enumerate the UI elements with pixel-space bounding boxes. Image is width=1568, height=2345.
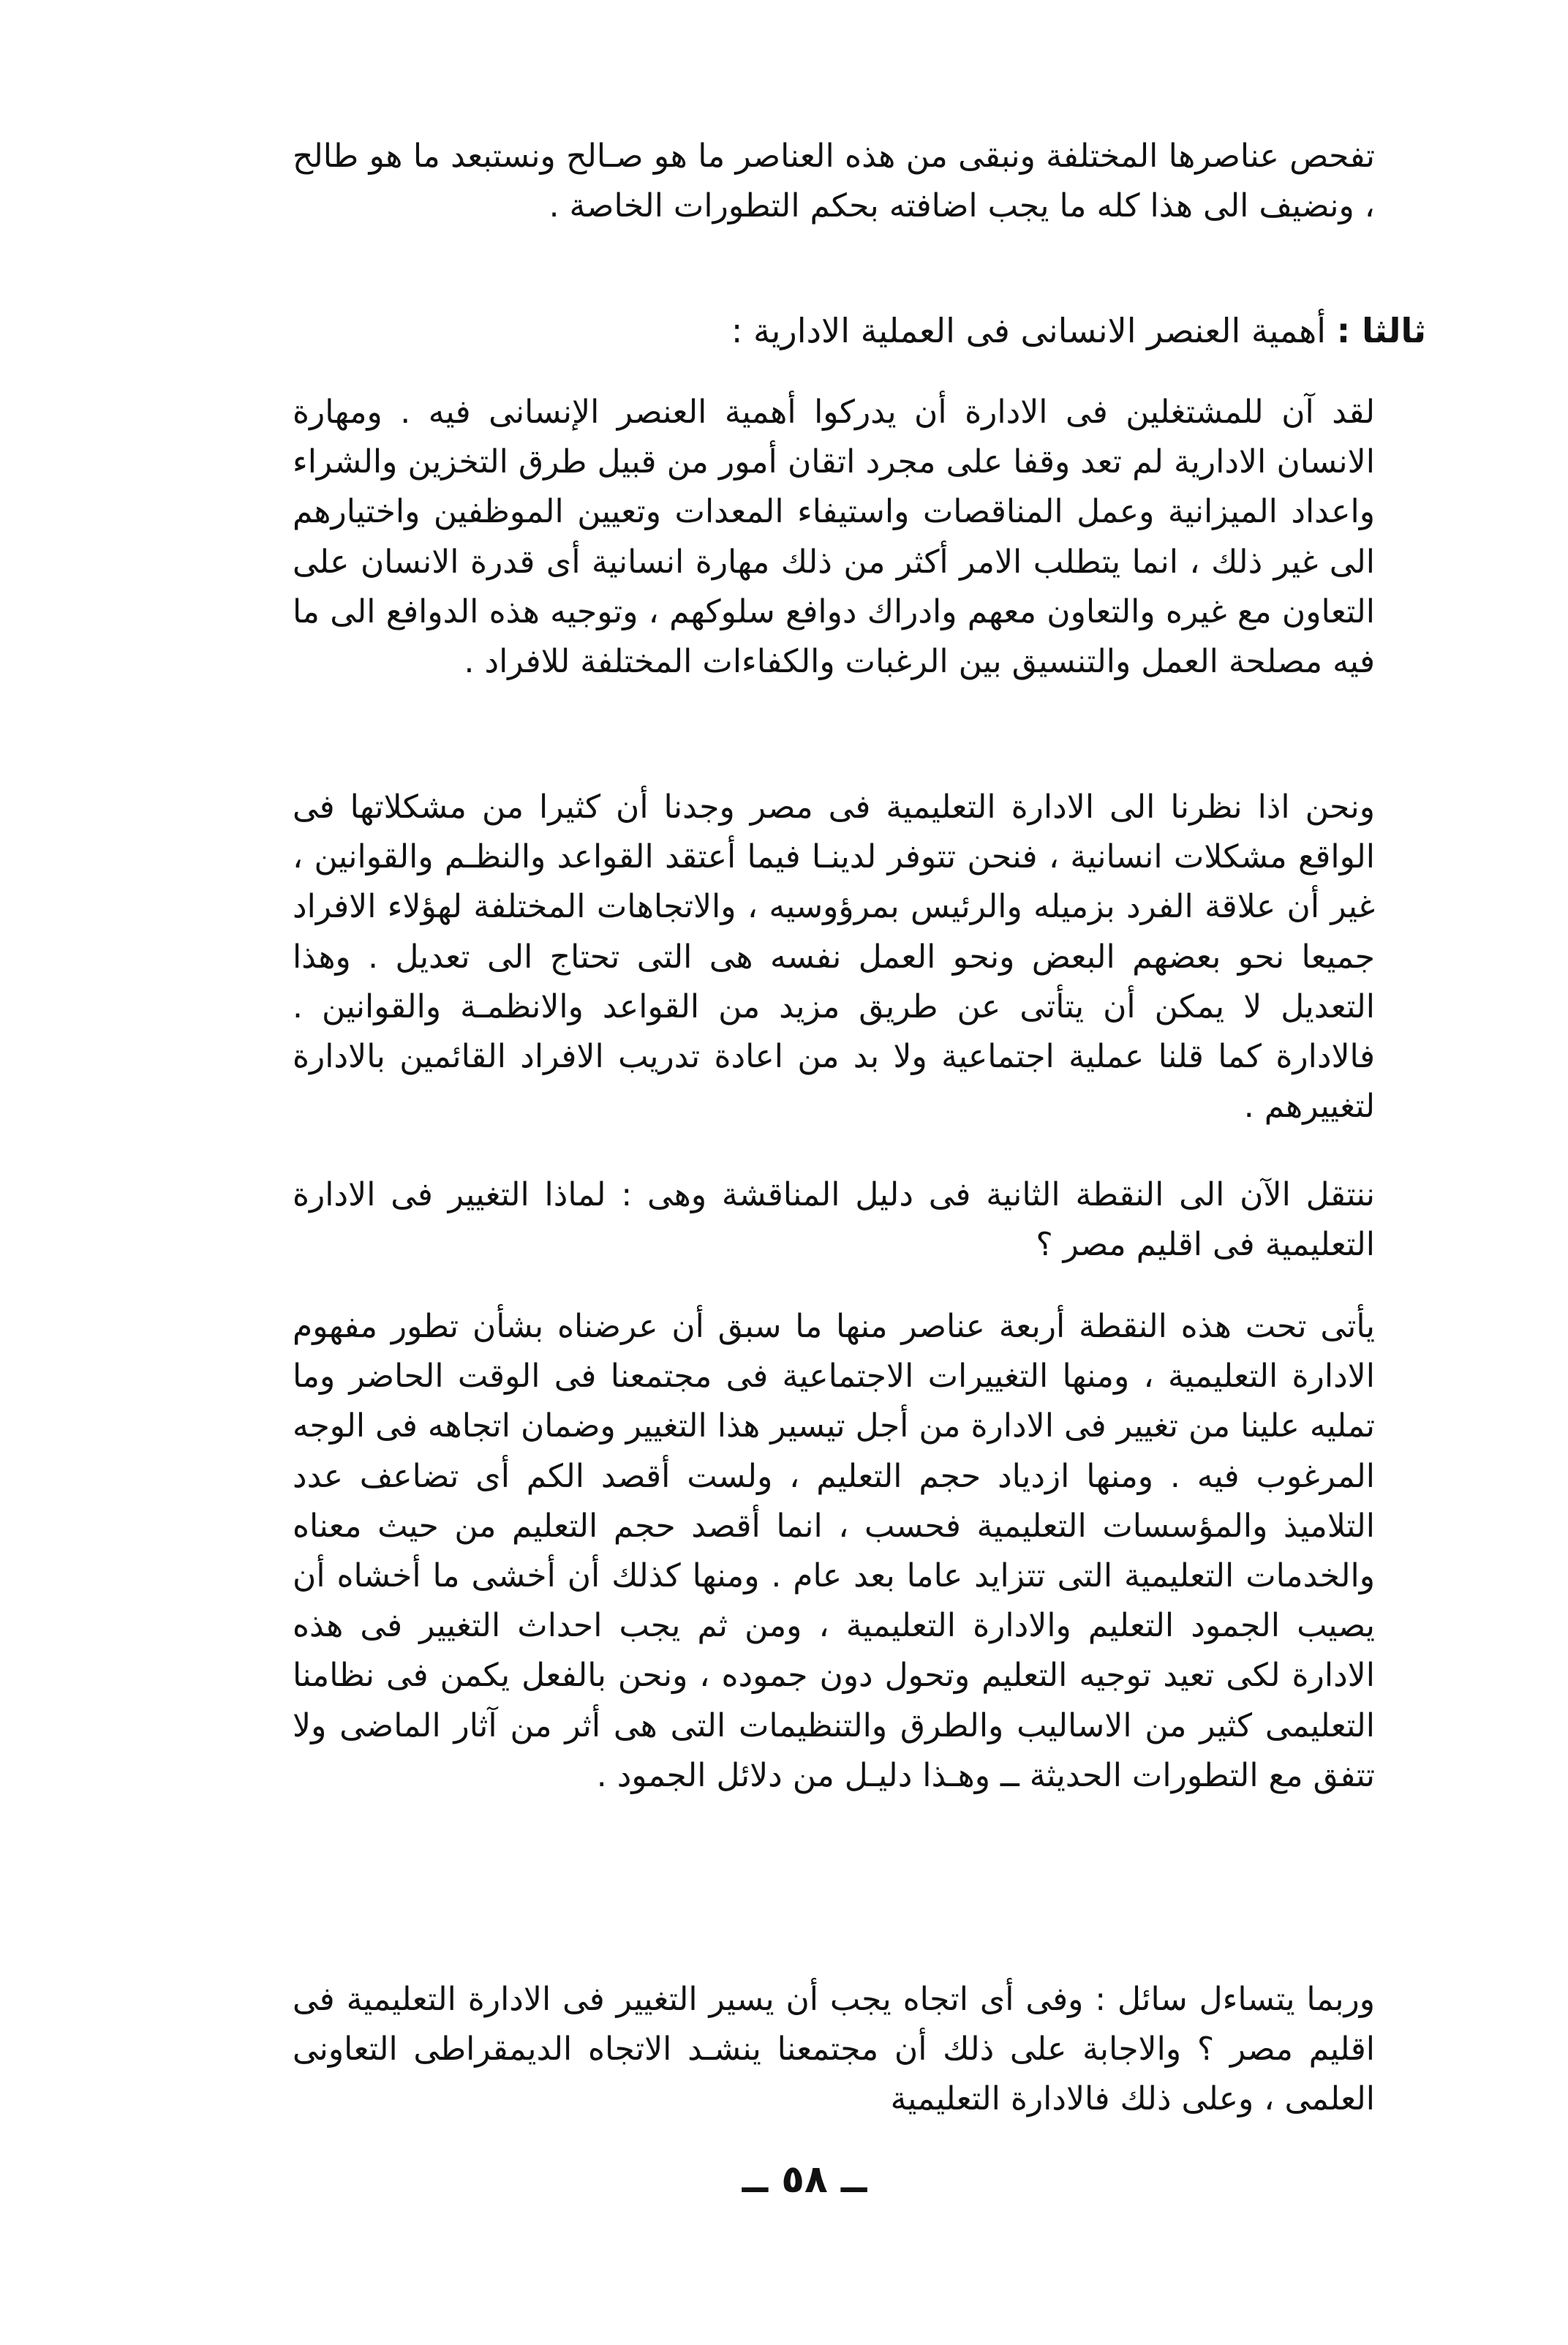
paragraph-human-element: لقد آن للمشتغلين فى الادارة أن يدركوا أهمية العنصر الإنسانى فيه . ومهارة الانسان الادارية لم تعد وقفا على مجرد اتقان أمور من قبيل طرق التخزين والشراء واعداد الميزانية وعمل المناقصات واستيفاء المعدات وتعيين الموظفين واختيارهم الى غير ذلك ، انما يتطلب الامر أكثر من ذلك مهارة انسانية أى قدرة الانسان على التعاون مع غيره والتعاون معهم وادراك دوافع سلوكهم ، وتوجيه هذه الدوافع الى ما فيه مصلحة العمل والتنسيق بين الرغبات والكفاءات المختلفة للافراد .	[293, 394, 1375, 680]
page-number: ــ ٥٨ ــ	[742, 2158, 867, 2202]
section-heading-text: أهمية العنصر الانسانى فى العملية الادارية :	[731, 311, 1327, 350]
paragraph-egypt-administration: ونحن اذا نظرنا الى الادارة التعليمية فى مصر وجدنا أن كثيرا من مشكلاتها فى الواقع مشكلات انسانية ، فنحن تتوفر لدينـا فيما أعتقد القواعد والنظـم والقوانين ، غير أن علاقة الفرد بزميله والرئيس بمرؤوسيه ، والاتجاهات المختلفة لهؤلاء الافراد جميعا نحو بعضهم البعض ونحو العمل نفسه هى التى تحتاج الى تعديل . وهذا التعديل لا يمكن أن يتأتى عن طريق مزيد من القواعد والانظمـة والقوانين . فالادارة كما قلنا عملية اجتماعية ولا بد من اعادة تدريب الافراد القائمين بالادارة لتغييرهم .	[293, 788, 1375, 1126]
paragraph-direction-of-change: وربما يتساءل سائل : وفى أى اتجاه يجب أن يسير التغيير فى الادارة التعليمية فى اقليم مصر ؟ والاجابة على ذلك أن مجتمعنا ينشـد الاتجاه الديمقراطى التعاونى العلمى ، وعلى ذلك فالادارة التعليمية	[293, 1981, 1375, 2118]
section-heading-label: ثالثا :	[1336, 311, 1426, 350]
paragraph-intro-continuation: تفحص عناصرها المختلفة ونبقى من هذه العناصر ما هو صـالح ونستبعد ما هو طالح ، ونضيف الى هذا كله ما يجب اضافته بحكم التطورات الخاصة .	[293, 138, 1375, 225]
paragraph-four-elements: يأتى تحت هذه النقطة أربعة عناصر منها ما سبق أن عرضناه بشأن تطور مفهوم الادارة التعليمية ، ومنها التغييرات الاجتماعية فى مجتمعنا فى الوقت الحاضر وما تمليه علينا من تغيير فى الادارة من أجل تيسير هذا التغيير وضمان اتجاهه فى الوجه المرغوب فيه . ومنها ازدياد حجم التعليم ، ولست أقصد الكم أى تضاعف عدد التلاميذ والمؤسسات التعليمية فحسب ، انما أقصد حجم التعليم من حيث معناه والخدمات التعليمية التى تتزايد عاما بعد عام . ومنها كذلك أن أخشى ما أخشاه أن يصيب الجمود التعليم والادارة التعليمية ، ومن ثم يجب احداث التغيير فى هذه الادارة لكى تعيد توجيه التعليم وتحول دون جموده ، ونحن بالفعل يكمن فى نظامنا التعليمى كثير من الاساليب والطرق والتنظيمات التى هى أثر من آثار الماضى ولا تتفق مع التطورات الحديثة ــ وهـذا دليـل من دلائل الجمود .	[293, 1308, 1375, 1794]
document-page	[234, 132, 1426, 2253]
paragraph-why-change: ننتقل الآن الى النقطة الثانية فى دليل المناقشة وهى : لماذا التغيير فى الادارة التعليمية فى اقليم مصر ؟	[293, 1176, 1375, 1264]
section-heading	[285, 307, 1426, 354]
